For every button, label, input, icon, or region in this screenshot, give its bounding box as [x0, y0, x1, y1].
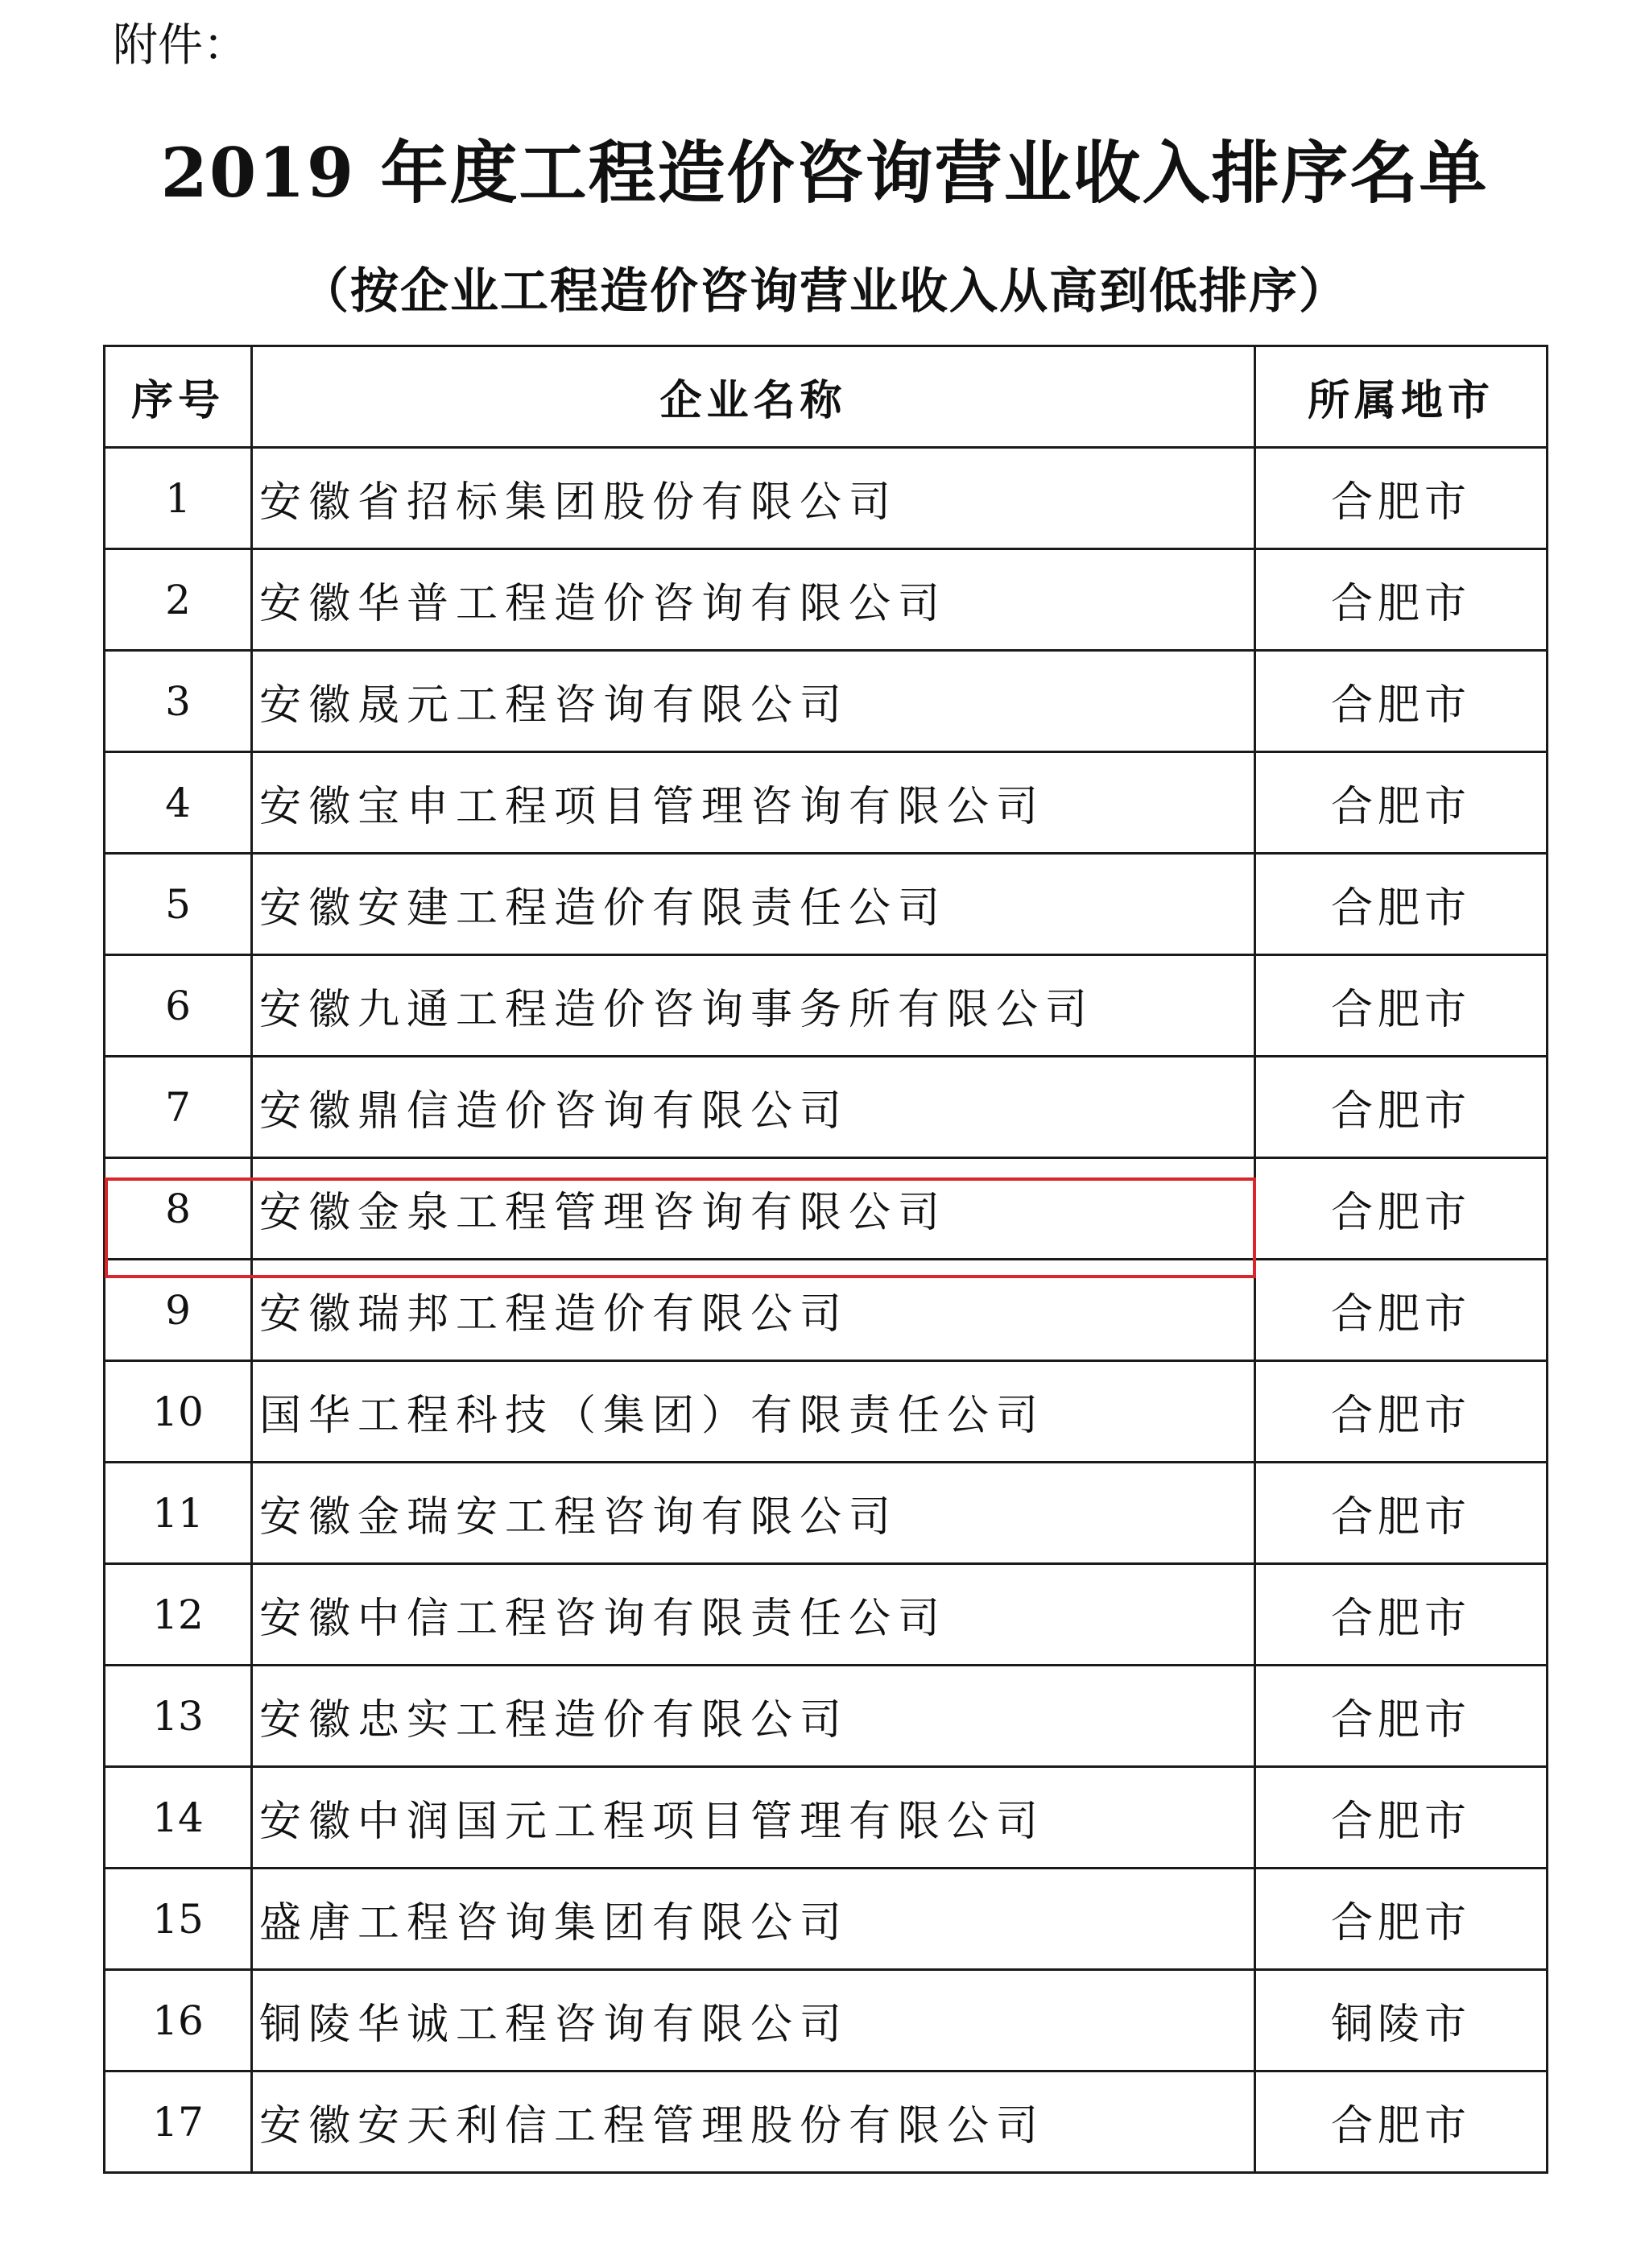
- city: 合肥市: [1255, 651, 1548, 752]
- table-row: [105, 651, 1548, 752]
- table-row: [105, 854, 1548, 955]
- attachment-label: 附件：: [113, 19, 248, 72]
- row-number: 14: [105, 1767, 252, 1869]
- row-number: 4: [105, 752, 252, 854]
- row-number: 11: [105, 1463, 252, 1564]
- company-name: 安徽瑞邦工程造价有限公司: [252, 1260, 1255, 1361]
- ranking-table: [103, 345, 1548, 2174]
- city: 合肥市: [1255, 1361, 1548, 1463]
- company-name: 安徽华普工程造价咨询有限公司: [252, 549, 1255, 651]
- table-row: [105, 1260, 1548, 1361]
- row-number: 8: [105, 1158, 252, 1260]
- city: 合肥市: [1255, 955, 1548, 1057]
- company-name: 安徽宝申工程项目管理咨询有限公司: [252, 752, 1255, 854]
- page-title: 2019 年度工程造价咨询营业收入排序名单: [160, 133, 1489, 213]
- city: 合肥市: [1255, 1057, 1548, 1158]
- company-name: 安徽安建工程造价有限责任公司: [252, 854, 1255, 955]
- table-row: [105, 1970, 1548, 2071]
- city: 合肥市: [1255, 1666, 1548, 1767]
- table-row: [105, 1869, 1548, 1970]
- company-name: 安徽忠实工程造价有限公司: [252, 1666, 1255, 1767]
- column-header-no: 序号: [105, 346, 252, 448]
- company-name: 安徽鼎信造价咨询有限公司: [252, 1057, 1255, 1158]
- city: 合肥市: [1255, 1767, 1548, 1869]
- table-row: [105, 1361, 1548, 1463]
- row-number: 7: [105, 1057, 252, 1158]
- company-name: 安徽金瑞安工程咨询有限公司: [252, 1463, 1255, 1564]
- table-row: [105, 1564, 1548, 1666]
- table-header-row: [105, 346, 1548, 448]
- city: 合肥市: [1255, 1463, 1548, 1564]
- city: 合肥市: [1255, 752, 1548, 854]
- table-row: [105, 1666, 1548, 1767]
- table-row: [105, 955, 1548, 1057]
- company-name: 安徽晟元工程咨询有限公司: [252, 651, 1255, 752]
- company-name: 安徽金泉工程管理咨询有限公司: [252, 1158, 1255, 1260]
- table-row-highlighted: [105, 1158, 1548, 1260]
- column-header-city: 所属地市: [1255, 346, 1548, 448]
- company-name: 铜陵华诚工程咨询有限公司: [252, 1970, 1255, 2071]
- row-number: 9: [105, 1260, 252, 1361]
- row-number: 16: [105, 1970, 252, 2071]
- city: 合肥市: [1255, 1564, 1548, 1666]
- row-number: 13: [105, 1666, 252, 1767]
- table-row: [105, 1767, 1548, 1869]
- page-subtitle: （按企业工程造价咨询营业收入从高到低排序）: [300, 263, 1349, 320]
- city: 合肥市: [1255, 1869, 1548, 1970]
- row-number: 6: [105, 955, 252, 1057]
- company-name: 安徽中信工程咨询有限责任公司: [252, 1564, 1255, 1666]
- city: 合肥市: [1255, 549, 1548, 651]
- company-name: 安徽省招标集团股份有限公司: [252, 448, 1255, 549]
- row-number: 5: [105, 854, 252, 955]
- table-row: [105, 1463, 1548, 1564]
- city: 合肥市: [1255, 2071, 1548, 2173]
- column-header-name: 企业名称: [252, 346, 1255, 448]
- table-row: [105, 2071, 1548, 2173]
- row-number: 12: [105, 1564, 252, 1666]
- row-number: 17: [105, 2071, 252, 2173]
- company-name: 国华工程科技（集团）有限责任公司: [252, 1361, 1255, 1463]
- row-number: 10: [105, 1361, 252, 1463]
- table-row: [105, 549, 1548, 651]
- city: 合肥市: [1255, 1260, 1548, 1361]
- row-number: 3: [105, 651, 252, 752]
- row-number: 1: [105, 448, 252, 549]
- table-row: [105, 1057, 1548, 1158]
- table-row: [105, 448, 1548, 549]
- company-name: 盛唐工程咨询集团有限公司: [252, 1869, 1255, 1970]
- city: 合肥市: [1255, 1158, 1548, 1260]
- city: 合肥市: [1255, 854, 1548, 955]
- company-name: 安徽安天利信工程管理股份有限公司: [252, 2071, 1255, 2173]
- city: 铜陵市: [1255, 1970, 1548, 2071]
- row-number: 2: [105, 549, 252, 651]
- company-name: 安徽中润国元工程项目管理有限公司: [252, 1767, 1255, 1869]
- table-row: [105, 752, 1548, 854]
- row-number: 15: [105, 1869, 252, 1970]
- company-name: 安徽九通工程造价咨询事务所有限公司: [252, 955, 1255, 1057]
- city: 合肥市: [1255, 448, 1548, 549]
